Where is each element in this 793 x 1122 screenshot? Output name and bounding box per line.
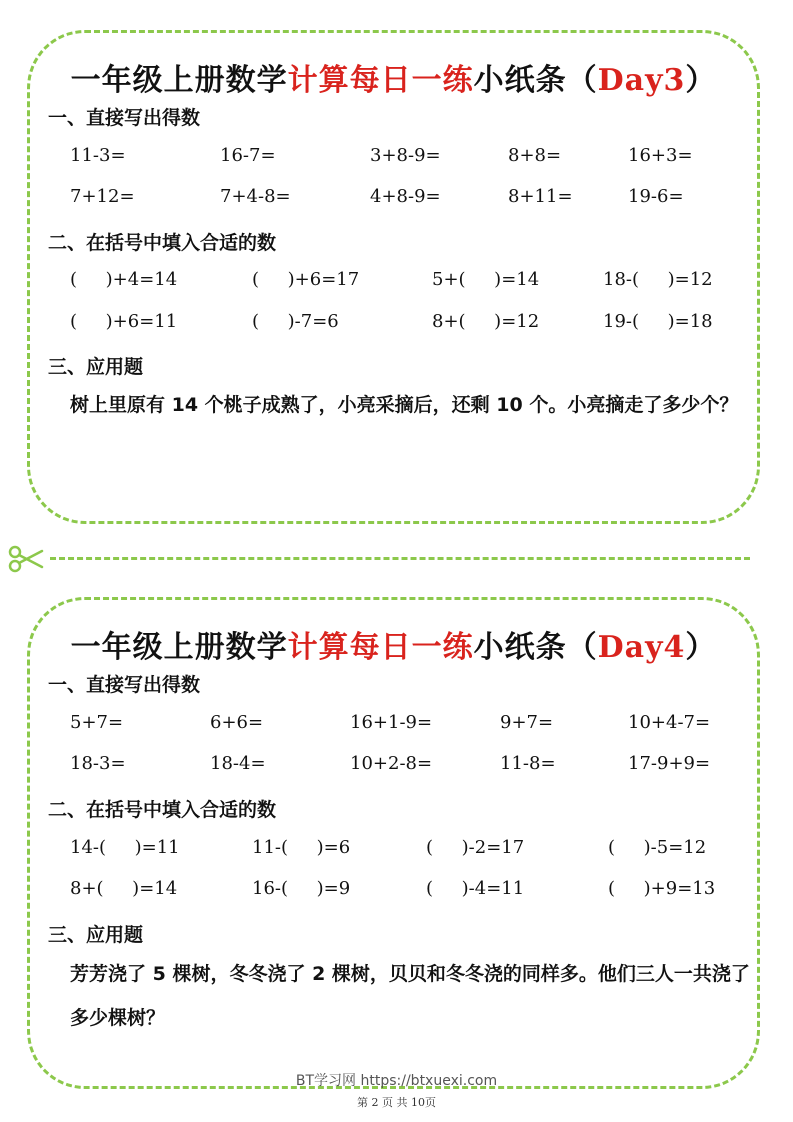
problem-cell: 8+11=: [508, 186, 573, 207]
card-title: [30, 622, 757, 666]
footer-site-link[interactable]: BT学习网 https://btxuexi.com: [295, 1073, 498, 1089]
title-day-label: Day4: [597, 630, 686, 665]
section-word-problem-heading: 三、应用题: [48, 356, 144, 378]
problem-cell: 10+4-7=: [628, 712, 711, 733]
fill-row: [30, 837, 757, 863]
title-strip-text: 小纸条: [473, 63, 567, 98]
title-paren-open: （: [566, 630, 598, 665]
problem-cell: 9+7=: [500, 712, 554, 733]
fill-cell: 8+( )=12: [432, 311, 540, 332]
problem-cell: 11-3=: [70, 145, 126, 166]
problem-cell: 11-8=: [500, 753, 556, 774]
problem-cell: 7+4-8=: [220, 186, 291, 207]
fill-cell: ( )+4=14: [70, 269, 178, 290]
problem-cell: 8+8=: [508, 145, 562, 166]
direct-row: [30, 712, 757, 738]
title-strip-text: 小纸条: [473, 630, 567, 665]
section-direct-heading: 一、直接写出得数: [48, 674, 201, 696]
problem-cell: 7+12=: [70, 186, 135, 207]
card-title: [30, 55, 757, 99]
direct-row: [30, 186, 757, 212]
fill-row: [30, 269, 757, 295]
problem-cell: 4+8-9=: [370, 186, 441, 207]
cut-line: [50, 557, 750, 560]
fill-cell: ( )+6=11: [70, 311, 178, 332]
practice-card-day3: [27, 30, 760, 524]
fill-cell: 5+( )=14: [432, 269, 540, 290]
problem-cell: 5+7=: [70, 712, 124, 733]
fill-cell: ( )-2=17: [426, 837, 525, 858]
fill-row: [30, 311, 757, 337]
fill-cell: 8+( )=14: [70, 878, 178, 899]
fill-cell: 19-( )=18: [603, 311, 713, 332]
title-grade-text: 一年级上册数学: [70, 63, 288, 98]
direct-row: [30, 753, 757, 779]
problem-cell: 16-7=: [220, 145, 276, 166]
problem-cell: 10+2-8=: [350, 753, 433, 774]
problem-cell: 18-4=: [210, 753, 266, 774]
problem-cell: 19-6=: [628, 186, 684, 207]
section-fill-heading: 二、在括号中填入合适的数: [48, 799, 277, 821]
title-day-label: Day3: [597, 63, 686, 98]
problem-cell: 16+1-9=: [350, 712, 433, 733]
practice-card-day4: [27, 597, 760, 1089]
scissors-icon: [8, 543, 44, 575]
title-paren-close: ）: [685, 630, 717, 665]
word-problem-text: 树上里原有 14 个桃子成熟了，小亮采摘后，还剩 10 个。小亮摘走了多少个？: [70, 394, 739, 416]
section-fill-heading: 二、在括号中填入合适的数: [48, 232, 277, 254]
fill-cell: 14-( )=11: [70, 837, 180, 858]
fill-cell: ( )+9=13: [608, 878, 716, 899]
title-red-text: 计算每日一练: [287, 63, 474, 98]
title-grade-text: 一年级上册数学: [70, 630, 288, 665]
word-problem-text: 芳芳浇了 5 棵树，冬冬浇了 2 棵树，贝贝和冬冬浇的同样多。他们三人一共浇了多少棵树？: [70, 963, 750, 1029]
section-direct-heading: 一、直接写出得数: [48, 107, 201, 129]
footer-page-number: 第 2 页 共 10页: [357, 1096, 436, 1109]
title-paren-close: ）: [685, 63, 717, 98]
fill-cell: 16-( )=9: [252, 878, 351, 899]
direct-row: [30, 145, 757, 171]
problem-cell: 18-3=: [70, 753, 126, 774]
problem-cell: 17-9+9=: [628, 753, 711, 774]
fill-cell: ( )-4=11: [426, 878, 525, 899]
fill-row: [30, 878, 757, 904]
problem-cell: 16+3=: [628, 145, 693, 166]
fill-cell: 11-( )=6: [252, 837, 351, 858]
problem-cell: 6+6=: [210, 712, 264, 733]
fill-cell: 18-( )=12: [603, 269, 713, 290]
title-paren-open: （: [566, 63, 598, 98]
fill-cell: ( )+6=17: [252, 269, 360, 290]
fill-cell: ( )-5=12: [608, 837, 707, 858]
title-red-text: 计算每日一练: [287, 630, 474, 665]
section-word-problem-heading: 三、应用题: [48, 924, 144, 946]
fill-cell: ( )-7=6: [252, 311, 339, 332]
problem-cell: 3+8-9=: [370, 145, 441, 166]
